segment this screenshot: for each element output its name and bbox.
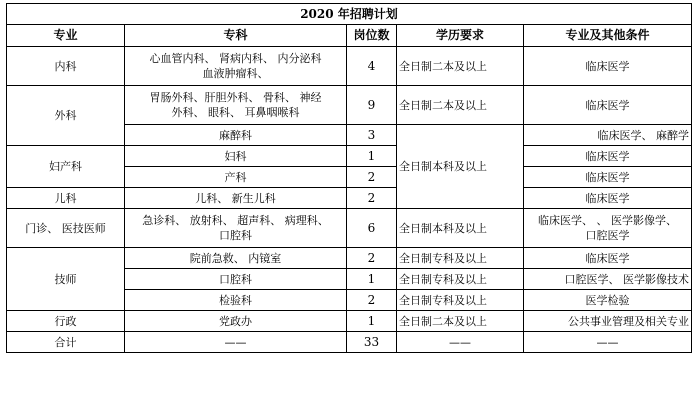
header-major: 专业: [7, 25, 125, 47]
major-cell: 儿科: [7, 188, 125, 209]
title-row: [7, 4, 692, 25]
specialty-cell: 儿科、 新生儿科: [125, 188, 347, 209]
conditions-cell: 临床医学: [524, 167, 692, 188]
conditions-cell: 临床医学、 麻醉学: [524, 125, 692, 146]
header-positions: 岗位数: [347, 25, 397, 47]
conditions-cell: 临床医学: [524, 146, 692, 167]
conditions-cell: 临床医学: [524, 188, 692, 209]
major-cell: 外科: [7, 86, 125, 146]
specialty-cell: [125, 86, 347, 125]
specialty-line: 外科、 眼科、 耳鼻咽喉科: [171, 106, 300, 119]
table-row: [7, 86, 692, 125]
header-education: 学历要求: [397, 25, 524, 47]
conditions-cell: 临床医学: [524, 47, 692, 86]
positions-cell: 2: [347, 167, 397, 188]
education-cell: 全日制二本及以上: [397, 86, 524, 125]
total-label: 合计: [7, 332, 125, 353]
specialty-cell: 妇科: [125, 146, 347, 167]
conditions-cell: [524, 209, 692, 248]
specialty-cell: 产科: [125, 167, 347, 188]
total-specialty: ——: [125, 332, 347, 353]
specialty-cell: 党政办: [125, 311, 347, 332]
education-cell: 全日制本科及以上: [397, 209, 524, 248]
positions-cell: 2: [347, 188, 397, 209]
positions-cell: 1: [347, 269, 397, 290]
table-row: [7, 146, 692, 167]
header-row: [7, 25, 692, 47]
education-cell: 全日制专科及以上: [397, 248, 524, 269]
education-cell: 全日制专科及以上: [397, 269, 524, 290]
education-cell: 全日制本科及以上: [397, 125, 524, 209]
positions-cell: 2: [347, 290, 397, 311]
specialty-line: 口腔科: [219, 229, 252, 242]
conditions-cell: 临床医学: [524, 248, 692, 269]
conditions-line: 口腔医学: [585, 229, 630, 242]
table-row: [7, 188, 692, 209]
total-row: [7, 332, 692, 353]
specialty-cell: 院前急救、 内镜室: [125, 248, 347, 269]
header-specialty: 专科: [125, 25, 347, 47]
major-cell: 技师: [7, 248, 125, 311]
major-cell: 妇产科: [7, 146, 125, 188]
table-row: [7, 47, 692, 86]
table-title: 2020 年招聘计划: [7, 4, 692, 25]
recruitment-table: [6, 3, 692, 353]
positions-cell: 6: [347, 209, 397, 248]
positions-cell: 1: [347, 311, 397, 332]
specialty-line: 急诊科、 放射科、 超声科、 病理科、: [142, 214, 329, 227]
positions-cell: 9: [347, 86, 397, 125]
specialty-line: 血液肿瘤科、: [202, 67, 269, 80]
total-conditions: ——: [524, 332, 692, 353]
major-cell: 行政: [7, 311, 125, 332]
conditions-cell: 公共事业管理及相关专业: [524, 311, 692, 332]
conditions-cell: 医学检验: [524, 290, 692, 311]
conditions-cell: 口腔医学、 医学影像技术: [524, 269, 692, 290]
specialty-cell: 检验科: [125, 290, 347, 311]
table-row: [7, 209, 692, 248]
education-cell: 全日制二本及以上: [397, 47, 524, 86]
specialty-cell: 口腔科: [125, 269, 347, 290]
major-cell: 内科: [7, 47, 125, 86]
specialty-cell: [125, 47, 347, 86]
major-cell: 门诊、 医技医师: [7, 209, 125, 248]
table-row: [7, 248, 692, 269]
specialty-cell: 麻醉科: [125, 125, 347, 146]
specialty-line: 胃肠外科、肝胆外科、 骨科、 神经: [149, 91, 322, 104]
total-positions: 33: [347, 332, 397, 353]
education-cell: 全日制二本及以上: [397, 311, 524, 332]
total-education: ——: [397, 332, 524, 353]
conditions-cell: 临床医学: [524, 86, 692, 125]
specialty-line: 心血管内科、 肾病内科、 内分泌科: [149, 52, 322, 65]
education-cell: 全日制专科及以上: [397, 290, 524, 311]
header-conditions: 专业及其他条件: [524, 25, 692, 47]
positions-cell: 3: [347, 125, 397, 146]
specialty-cell: [125, 209, 347, 248]
positions-cell: 2: [347, 248, 397, 269]
positions-cell: 4: [347, 47, 397, 86]
table-row: [7, 311, 692, 332]
conditions-line: 临床医学、 、 医学影像学、: [538, 214, 677, 227]
positions-cell: 1: [347, 146, 397, 167]
